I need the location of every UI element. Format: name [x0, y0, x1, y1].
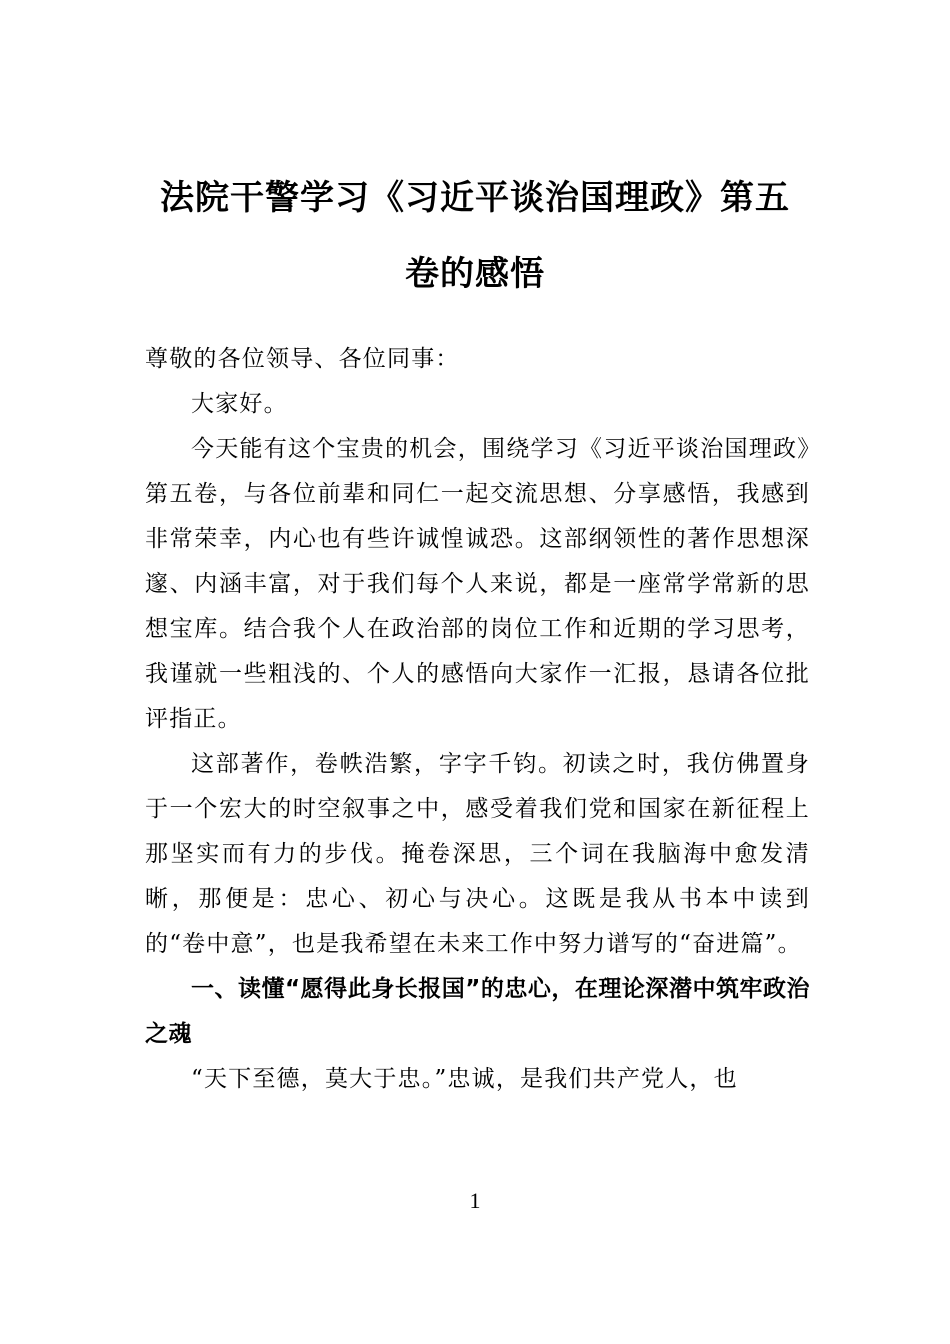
greeting: 大家好。	[191, 391, 288, 417]
paragraph-section-1: “天下至德，莫大于忠。”忠诚，是我们共产党人，也	[191, 1066, 738, 1092]
document-body	[145, 337, 810, 1102]
page-number: 1	[469, 1188, 481, 1213]
title-line-2: 卷的感悟	[405, 254, 545, 294]
section-heading-1: 一、读懂“愿得此身长报国”的忠心，在理论深潜中筑牢政治之魂	[145, 976, 810, 1047]
salutation: 尊敬的各位领导、各位同事：	[145, 346, 460, 372]
document-title	[130, 160, 820, 312]
title-line-1: 法院干警学习《习近平谈治国理政》第五	[160, 178, 790, 218]
paragraph-overview: 这部著作，卷帙浩繁，字字千钧。初读之时，我仿佛置身于一个宏大的时空叙事之中，感受着我们党和国家在新征程上那坚实而有力的步伐。掩卷深思，三个词在我脑海中愈发清晰，那便是：忠心、初心与决心。这既是我从书本中读到的“卷中意”，也是我希望在未来工作中努力谱写的“奋进篇”。	[145, 751, 810, 957]
paragraph-intro: 今天能有这个宝贵的机会，围绕学习《习近平谈治国理政》第五卷，与各位前辈和同仁一起交流思想、分享感悟，我感到非常荣幸，内心也有些许诚惶诚恐。这部纲领性的著作思想深邃、内涵丰富，对于我们每个人来说，都是一座常学常新的思想宝库。结合我个人在政治部的岗位工作和近期的学习思考，我谨就一些粗浅的、个人的感悟向大家作一汇报，恳请各位批评指正。	[145, 436, 810, 732]
